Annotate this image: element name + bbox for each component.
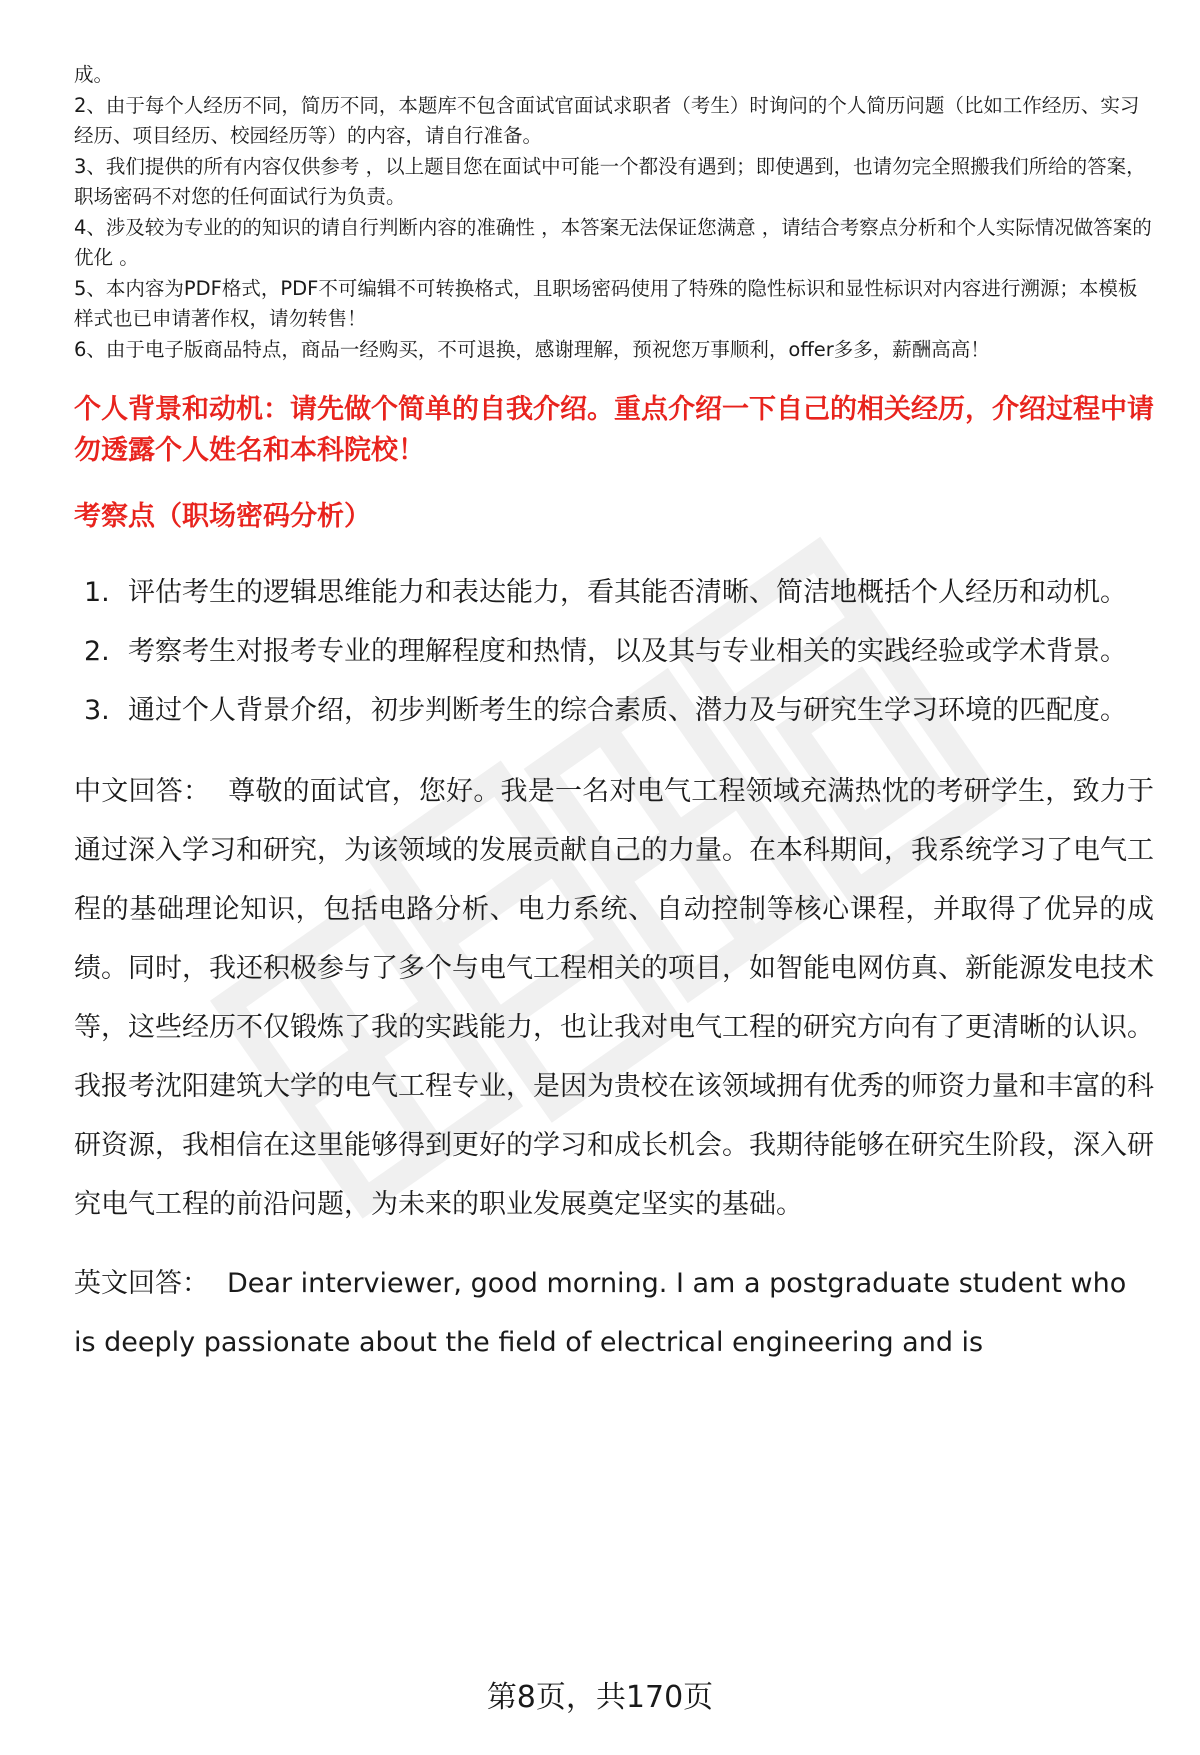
analysis-points-list <box>74 563 1154 740</box>
point-text: 考察考生对报考专业的理解程度和热情，以及其与专业相关的实践经验或学术背景。 <box>128 636 1127 667</box>
page-content <box>74 60 1154 1372</box>
english-answer-text: Dear interviewer, good morning. I am a postgraduate student who is deeply passionate about the field of electrical engineering and is <box>74 1268 1127 1358</box>
analysis-point <box>74 681 1154 740</box>
note-line-4: 5、本内容为PDF格式，PDF不可编辑不可转换格式，且职场密码使用了特殊的隐性标识和显性标识对内容进行溯源；本模板样式也已申请著作权，请勿转售！ <box>74 276 1138 330</box>
question-heading: 个人背景和动机：请先做个简单的自我介绍。重点介绍一下自己的相关经历，介绍过程中请勿透露个人姓名和本科院校！ <box>74 394 1154 466</box>
note-line-2: 3、我们提供的所有内容仅供参考 ，以上题目您在面试中可能一个都没有遇到；即使遇到，也请勿完全照搬我们所给的答案，职场密码不对您的任何面试行为负责。 <box>74 154 1146 208</box>
point-number: 1. <box>84 577 110 608</box>
page-footer: 第8页，共170页 <box>486 1680 714 1715</box>
point-number: 2. <box>84 636 110 667</box>
english-answer <box>74 1254 1154 1372</box>
analysis-point <box>74 563 1154 622</box>
chinese-answer <box>74 762 1154 1234</box>
point-number: 3. <box>84 695 110 726</box>
notes-section <box>74 60 1154 365</box>
note-line-0: 成。 <box>74 63 114 86</box>
chinese-answer-label: 中文回答： <box>74 776 211 807</box>
chinese-answer-text: 尊敬的面试官，您好。我是一名对电气工程领域充满热忱的考研学生，致力于通过深入学习和研究，为该领域的发展贡献自己的力量。在本科期间，我系统学习了电气工程的基础理论知识，包括电路分析、电力系统、自动控制等核心课程，并取得了优异的成绩。同时，我还积极参与了多个与电气工程相关的项目，如智能电网仿真、新能源发电技术等，这些经历不仅锻炼了我的实践能力，也让我对电气工程的研究方向有了更清晰的认识。我报考沈阳建筑大学的电气工程专业，是因为贵校在该领域拥有优秀的师资力量和丰富的科研资源，我相信在这里能够得到更好的学习和成长机会。我期待能够在研究生阶段，深入研究电气工程的前沿问题，为未来的职业发展奠定坚实的基础。 <box>74 776 1155 1220</box>
point-text: 通过个人背景介绍，初步判断考生的综合素质、潜力及与研究生学习环境的匹配度。 <box>128 695 1127 726</box>
note-line-3: 4、涉及较为专业的的知识的请自行判断内容的准确性 ，本答案无法保证您满意 ，请结合考察点分析和个人实际情况做答案的优化 。 <box>74 215 1152 269</box>
note-line-5: 6、由于电子版商品特点，商品一经购买，不可退换，感谢理解，预祝您万事顺利，offer多多，薪酬高高！ <box>74 337 990 361</box>
analysis-point <box>74 622 1154 681</box>
note-line-1: 2、由于每个人经历不同，简历不同，本题库不包含面试官面试求职者（考生）时询问的个人简历问题（比如工作经历、实习经历、项目经历、校园经历等）的内容，请自行准备。 <box>74 93 1140 147</box>
analysis-heading: 考察点（职场密码分析） <box>74 501 371 532</box>
english-answer-label: 英文回答： <box>74 1268 209 1299</box>
point-text: 评估考生的逻辑思维能力和表达能力，看其能否清晰、简洁地概括个人经历和动机。 <box>128 577 1127 608</box>
